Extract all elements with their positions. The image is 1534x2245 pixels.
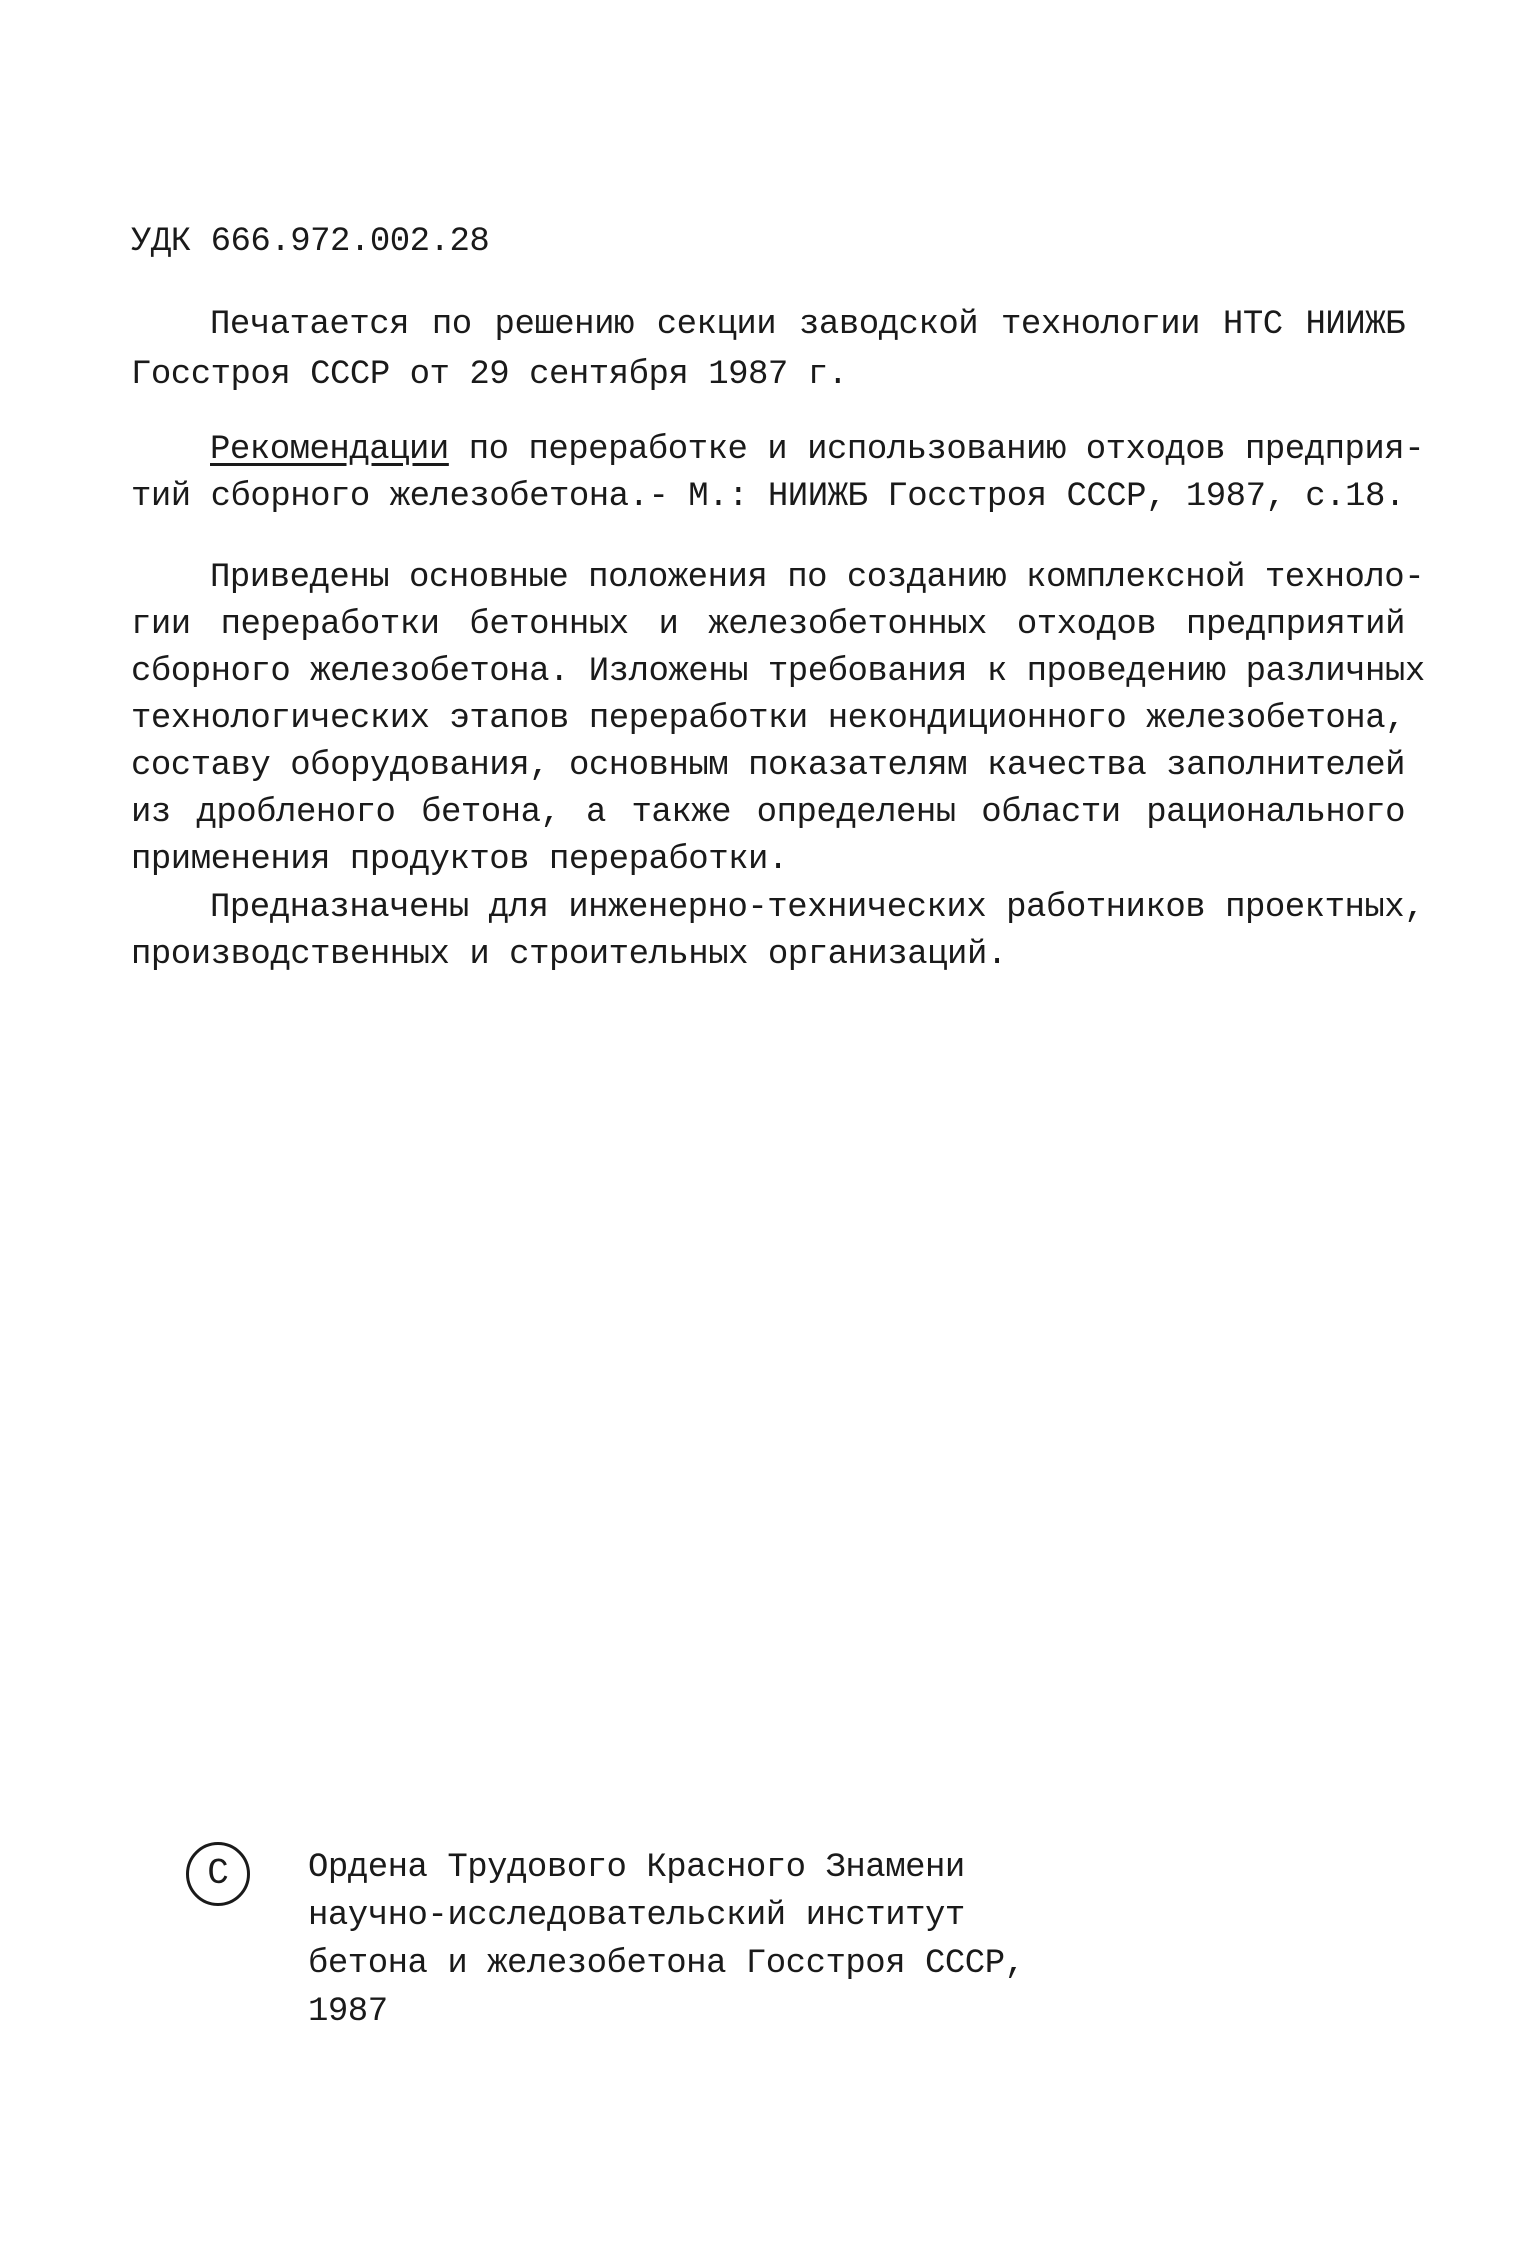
citation-line-2: тий сборного железобетона.- М.: НИИЖБ Госстроя СССР, 1987, с.18. (131, 478, 1405, 516)
abstract-line: сборного железобетона. Изложены требования к проведению различных (131, 653, 1425, 691)
copyright-icon: C (186, 1842, 250, 1906)
citation-title-word: Рекомендации (210, 431, 449, 469)
publisher-line: Ордена Трудового Красного Знамени (308, 1849, 965, 1887)
audience-line: производственных и строительных организаций. (131, 936, 1007, 974)
abstract-line: гии переработки бетонных и железобетонных отходов предприятий (131, 606, 1405, 644)
imprint-line-2: Госстроя СССР от 29 сентября 1987 г. (131, 356, 848, 394)
publisher-line: научно-исследовательский институт (308, 1897, 965, 1935)
publisher-line: бетона и железобетона Госстроя СССР, (308, 1945, 1025, 1983)
abstract-line: Приведены основные положения по созданию комплексной техноло- (210, 559, 1425, 597)
citation-line-1-rest: по переработке и использованию отходов предприя- (448, 431, 1425, 469)
abstract-line: из дробленого бетона, а также определены области рационального (131, 794, 1405, 832)
publisher-block (308, 1844, 1025, 2036)
citation-line-1 (210, 428, 1425, 473)
publisher-year: 1987 (308, 1993, 388, 2031)
abstract-line: технологических этапов переработки некондиционного железобетона, (131, 700, 1405, 738)
abstract-line: составу оборудования, основным показателям качества заполнителей (131, 747, 1405, 785)
udk-code: УДК 666.972.002.28 (131, 223, 490, 261)
imprint-line-1: Печатается по решению секции заводской технологии НТС НИИЖБ (210, 306, 1405, 344)
abstract-line: применения продуктов переработки. (131, 841, 788, 879)
audience-line: Предназначены для инженерно-технических работников проектных, (210, 889, 1425, 927)
